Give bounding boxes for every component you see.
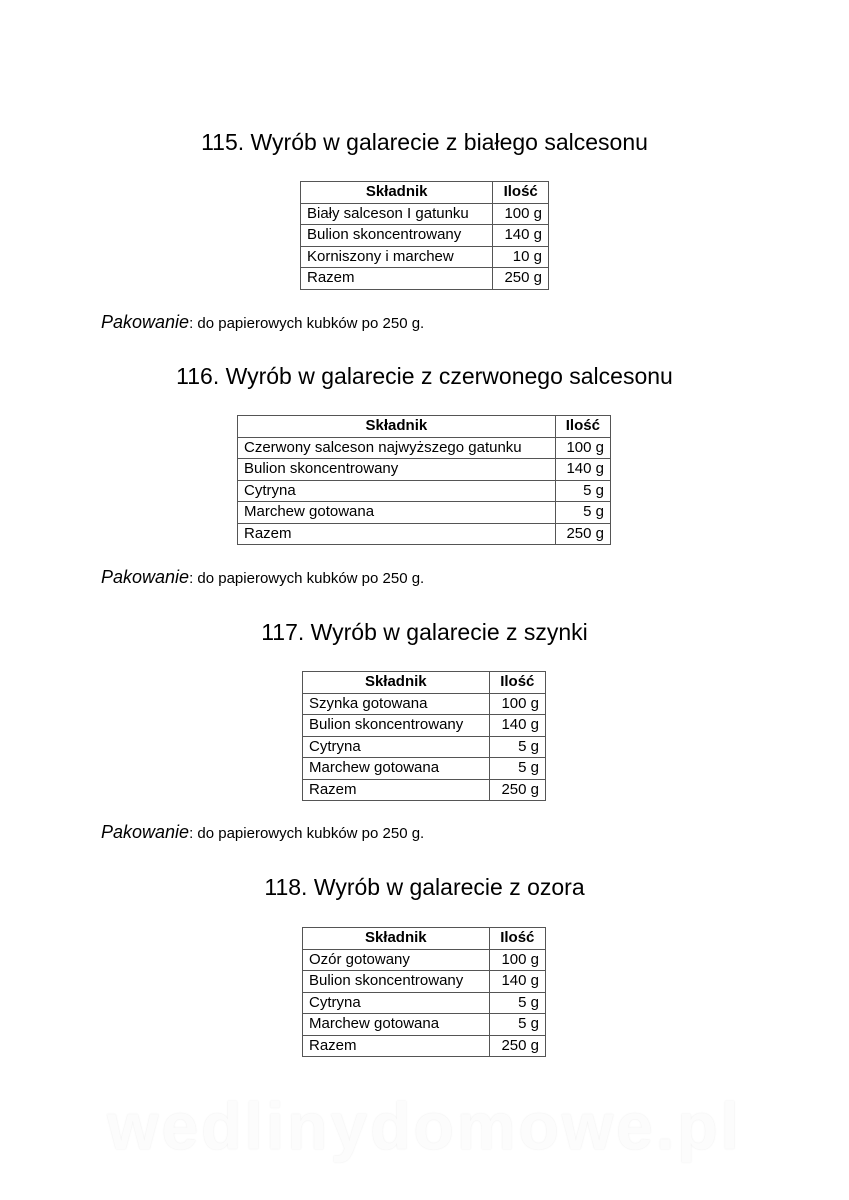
table-header-row (301, 182, 549, 204)
header-ingredient: Składnik (238, 416, 556, 438)
ingredient-name: Biały salceson I gatunku (301, 203, 493, 225)
table-row (301, 203, 549, 225)
ingredient-name: Marchew gotowana (238, 502, 556, 524)
ingredient-qty: 250 g (489, 779, 545, 801)
table-row (303, 779, 546, 801)
ingredient-qty: 5 g (489, 736, 545, 758)
ingredient-qty: 100 g (489, 949, 545, 971)
header-ingredient: Składnik (301, 182, 493, 204)
table-row (301, 268, 549, 290)
table-row (238, 437, 611, 459)
ingredient-name: Bulion skoncentrowany (303, 715, 490, 737)
ingredient-qty: 10 g (493, 246, 549, 268)
recipe-118-title: 118. Wyrób w galarecie z ozora (264, 874, 585, 900)
ingredient-name: Razem (238, 523, 556, 545)
ingredient-qty: 5 g (555, 480, 610, 502)
ingredient-name: Bulion skoncentrowany (301, 225, 493, 247)
recipe-117-packing (101, 822, 424, 843)
ingredient-name: Bulion skoncentrowany (303, 971, 490, 993)
packing-text: : do papierowych kubków po 250 g. (189, 315, 425, 332)
packing-label: Pakowanie (101, 567, 190, 587)
ingredient-qty: 100 g (555, 437, 610, 459)
ingredient-qty: 5 g (555, 502, 610, 524)
header-ingredient: Składnik (303, 672, 490, 694)
recipe-116-title: 116. Wyrób w galarecie z czerwonego salcesonu (176, 363, 673, 389)
table-header-row (303, 672, 546, 694)
recipe-117-table (302, 671, 546, 801)
ingredient-name: Cytryna (238, 480, 556, 502)
ingredient-name: Ozór gotowany (303, 949, 490, 971)
table-row (238, 502, 611, 524)
ingredient-qty: 250 g (555, 523, 610, 545)
ingredient-qty: 250 g (489, 1035, 545, 1057)
recipe-116-packing (101, 567, 424, 588)
table-header-row (303, 928, 546, 950)
recipe-116-table (237, 415, 611, 545)
table-row (303, 949, 546, 971)
ingredient-name: Razem (301, 268, 493, 290)
table-row (303, 693, 546, 715)
header-qty: Ilość (489, 928, 545, 950)
ingredient-name: Razem (303, 1035, 490, 1057)
ingredient-name: Marchew gotowana (303, 758, 490, 780)
table-row (301, 225, 549, 247)
table-row (303, 1035, 546, 1057)
ingredient-qty: 140 g (555, 459, 610, 481)
ingredient-qty: 100 g (489, 693, 545, 715)
table-row (303, 736, 546, 758)
table-row (303, 971, 546, 993)
recipe-115-packing (101, 312, 424, 333)
table-row (303, 758, 546, 780)
recipe-117-title: 117. Wyrób w galarecie z szynki (261, 619, 588, 645)
recipe-115-title: 115. Wyrób w galarecie z białego salcesonu (201, 129, 648, 155)
table-row (303, 715, 546, 737)
ingredient-name: Cytryna (303, 992, 490, 1014)
table-row (238, 480, 611, 502)
ingredient-name: Czerwony salceson najwyższego gatunku (238, 437, 556, 459)
table-row (238, 459, 611, 481)
packing-label: Pakowanie (101, 822, 190, 842)
table-header-row (238, 416, 611, 438)
ingredient-qty: 5 g (489, 1014, 545, 1036)
packing-text: : do papierowych kubków po 250 g. (189, 570, 425, 587)
ingredient-name: Razem (303, 779, 490, 801)
packing-text: : do papierowych kubków po 250 g. (189, 825, 425, 842)
table-row (238, 523, 611, 545)
packing-label: Pakowanie (101, 312, 190, 332)
header-ingredient: Składnik (303, 928, 490, 950)
ingredient-qty: 100 g (493, 203, 549, 225)
table-row (301, 246, 549, 268)
ingredient-qty: 140 g (489, 715, 545, 737)
ingredient-qty: 140 g (493, 225, 549, 247)
ingredient-qty: 140 g (489, 971, 545, 993)
recipe-118-table (302, 927, 546, 1057)
table-row (303, 1014, 546, 1036)
watermark: wedlinydomowe.pl (107, 1089, 742, 1163)
header-qty: Ilość (493, 182, 549, 204)
ingredient-qty: 5 g (489, 758, 545, 780)
ingredient-name: Cytryna (303, 736, 490, 758)
ingredient-name: Szynka gotowana (303, 693, 490, 715)
ingredient-qty: 250 g (493, 268, 549, 290)
ingredient-name: Korniszony i marchew (301, 246, 493, 268)
ingredient-name: Bulion skoncentrowany (238, 459, 556, 481)
header-qty: Ilość (555, 416, 610, 438)
recipe-115-table (300, 181, 549, 290)
ingredient-name: Marchew gotowana (303, 1014, 490, 1036)
header-qty: Ilość (489, 672, 545, 694)
ingredient-qty: 5 g (489, 992, 545, 1014)
table-row (303, 992, 546, 1014)
